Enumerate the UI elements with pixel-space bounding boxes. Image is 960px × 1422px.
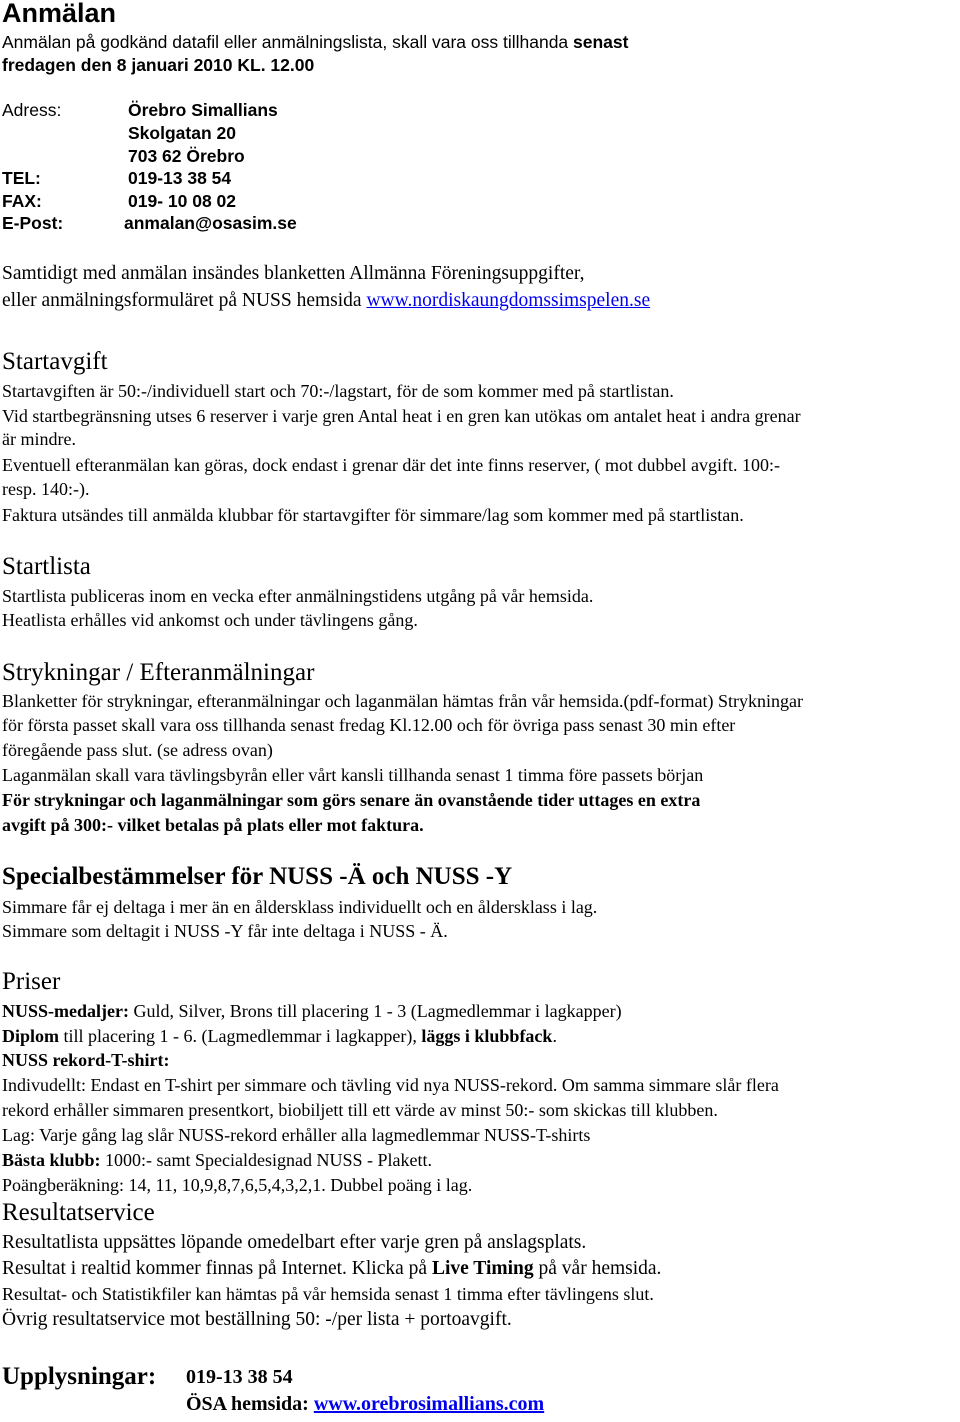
orebro-website-link[interactable]: www.orebrosimallians.com (313, 1393, 545, 1415)
fax-value: 019- 10 08 02 (128, 191, 237, 211)
startlista-p1: Startlista publiceras inom en vecka efter anmälningstidens utgång på vår hemsida. (2, 586, 594, 606)
upplysningar-hemsida: ÖSA hemsida: www.orebrosimallians.com (186, 1393, 545, 1415)
heading-startavgift: Startavgift (2, 348, 108, 375)
heading-resultatservice: Resultatservice (2, 1199, 155, 1226)
priser-ind1: Indivudellt: Endast en T-shirt per simmare och tävling vid nya NUSS-rekord. Om samma simmare slår flera (2, 1075, 779, 1095)
upplysningar-phone: 019-13 38 54 (186, 1366, 293, 1388)
startavgift-p2a: Vid startbegränsning utses 6 reserver i varje gren Antal heat i en gren kan utökas om antalet heat i andra grenar (2, 406, 801, 426)
strykningar-l4: Laganmälan skall vara tävlingsbyrån eller vårt kansli tillhanda senast 1 timma före passets början (2, 765, 704, 785)
email-value: anmalan@osasim.se (124, 213, 297, 233)
tel-label: TEL: (2, 168, 41, 188)
strykningar-l6: avgift på 300:- vilket betalas på plats eller mot faktura. (2, 815, 424, 835)
priser-poang: Poängberäkning: 14, 11, 10,9,8,7,6,5,4,3,2,1. Dubbel poäng i lag. (2, 1175, 473, 1195)
strykningar-l2: för första passet skall vara oss tillhanda senast fredag Kl.12.00 och för övriga pass senast 30 min efter (2, 715, 736, 735)
nuss-website-link[interactable]: www.nordiskaungdomssimspelen.se (366, 290, 651, 311)
resultat-l3: Resultat- och Statistikfiler kan hämtas på vår hemsida senast 1 timma efter tävlingens slut. (2, 1284, 654, 1304)
special-l1: Simmare får ej deltaga i mer än en åldersklass individuellt och en åldersklass i lag. (2, 897, 598, 917)
priser-medaljer: NUSS-medaljer: Guld, Silver, Brons till placering 1 - 3 (Lagmedlemmar i lagkapper) (2, 1001, 622, 1021)
priser-basta: Bästa klubb: 1000:- samt Specialdesignad NUSS - Plakett. (2, 1150, 433, 1170)
samtidigt-line1: Samtidigt med anmälan insändes blanketten Allmänna Föreningsuppgifter, (2, 263, 585, 284)
startavgift-p2b: är mindre. (2, 429, 76, 449)
priser-lag: Lag: Varje gång lag slår NUSS-rekord erhåller alla lagmedlemmar NUSS-T-shirts (2, 1125, 591, 1145)
startavgift-p4: Faktura utsändes till anmälda klubbar för startavgifter för simmare/lag som kommer med på startlistan. (2, 505, 744, 525)
priser-tshirt-label: NUSS rekord-T-shirt: (2, 1050, 170, 1070)
resultat-l4: Övrig resultatservice mot beställning 50: -/per lista + portoavgift. (2, 1309, 512, 1330)
startavgift-p3b: resp. 140:-). (2, 479, 90, 499)
samtidigt-line2: eller anmälningsformuläret på NUSS hemsida www.nordiskaungdomssimspelen.se (2, 290, 651, 311)
tel-value: 019-13 38 54 (128, 168, 232, 188)
adress-line1: Örebro Simallians (128, 100, 278, 120)
resultat-l1: Resultatlista uppsättes löpande omedelbart efter varje gren på anslagsplats. (2, 1232, 587, 1253)
startlista-p2: Heatlista erhålles vid ankomst och under tävlingens gång. (2, 610, 418, 630)
heading-special: Specialbestämmelser för NUSS -Ä och NUSS -Y (2, 863, 513, 890)
fax-label: FAX: (2, 191, 42, 211)
heading-priser: Priser (2, 968, 61, 995)
priser-diplom: Diplom till placering 1 - 6. (Lagmedlemmar i lagkapper), läggs i klubbfack. (2, 1026, 557, 1046)
heading-anmalan: Anmälan (2, 0, 117, 28)
special-l2: Simmare som deltagit i NUSS -Y får inte deltaga i NUSS - Ä. (2, 921, 448, 941)
strykningar-l1: Blanketter för strykningar, efteranmälningar och laganmälan hämtas från vår hemsida.(pdf-format) Strykningar (2, 691, 803, 711)
upplysningar-label: Upplysningar: (2, 1363, 157, 1390)
heading-strykningar: Strykningar / Efteranmälningar (2, 659, 315, 686)
startavgift-p3a: Eventuell efteranmälan kan göras, dock endast i grenar där det inte finns reserver, ( mot dubbel avgift. 100:- (2, 455, 780, 475)
strykningar-l5: För strykningar och laganmälningar som görs senare än ovanstående tider uttages en extra (2, 790, 701, 810)
resultat-l2: Resultat i realtid kommer finnas på Internet. Klicka på Live Timing på vår hemsida. (2, 1258, 662, 1279)
anmalan-line1: Anmälan på godkänd datafil eller anmälningslista, skall vara oss tillhanda senast (2, 32, 629, 52)
adress-label: Adress: (2, 100, 62, 120)
startavgift-p1: Startavgiften är 50:-/individuell start och 70:-/lagstart, för de som kommer med på startlistan. (2, 381, 674, 401)
anmalan-line2: fredagen den 8 januari 2010 KL. 12.00 (2, 55, 315, 75)
email-label: E-Post: (2, 213, 64, 233)
adress-line3: 703 62 Örebro (128, 146, 245, 166)
heading-startlista: Startlista (2, 553, 91, 580)
adress-line2: Skolgatan 20 (128, 123, 236, 143)
strykningar-l3: föregående pass slut. (se adress ovan) (2, 740, 273, 760)
priser-ind2: rekord erhåller simmaren presentkort, biobiljett till ett värde av minst 50:- som skickas till klubben. (2, 1100, 718, 1120)
